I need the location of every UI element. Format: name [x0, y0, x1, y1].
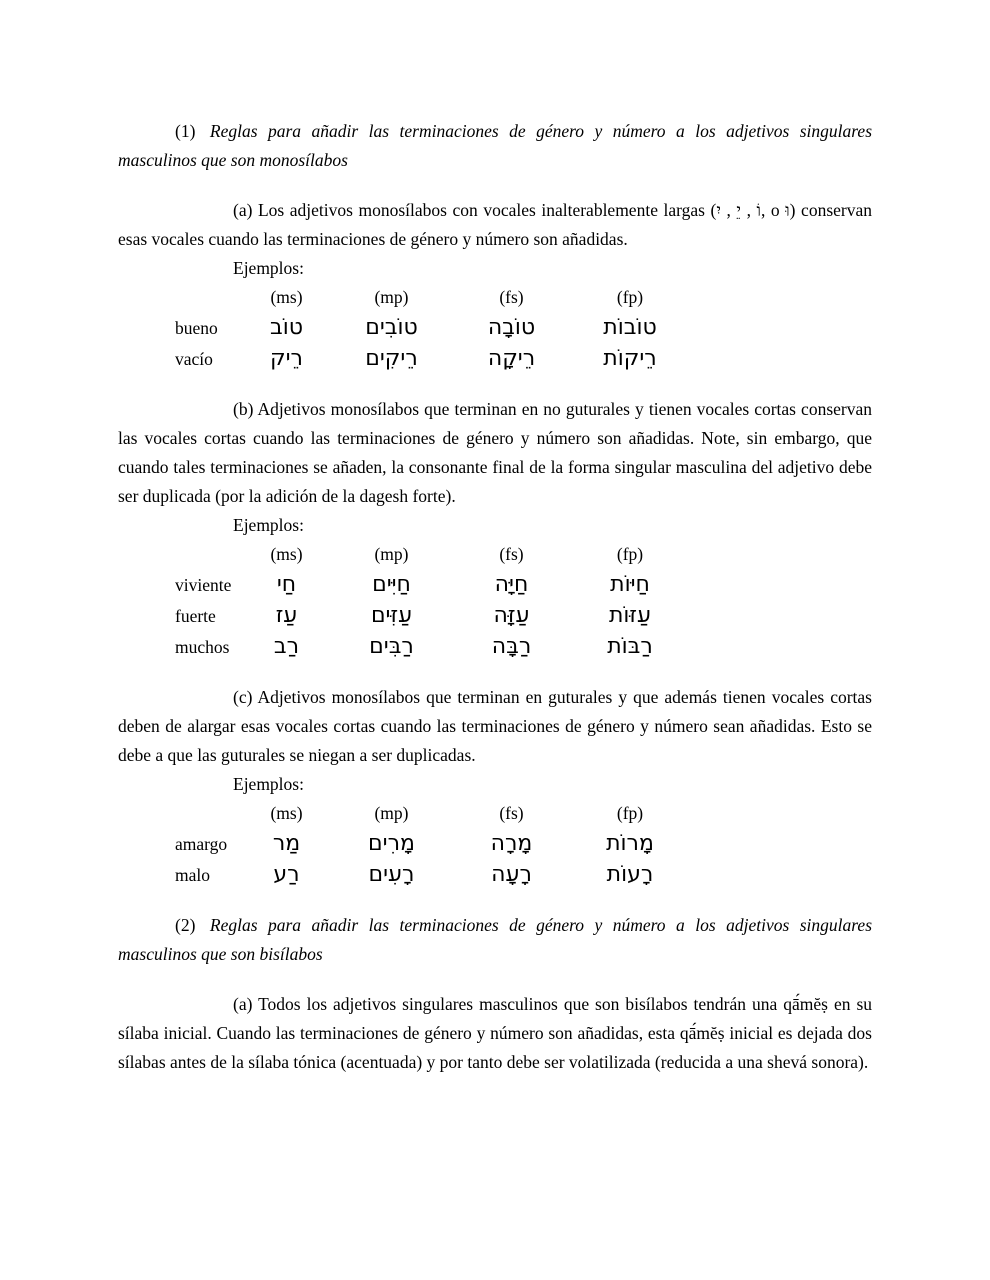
- table-row: [175, 600, 872, 631]
- row-label: viviente: [175, 575, 232, 595]
- hebrew-word-fs: רֵיקָה: [487, 346, 536, 371]
- paragraph-1a: (a) Los adjetivos monosílabos con vocales inalterablemente largas (יִ‎ , יֵ‎ , וֹ‎, o וּ‎) conservan esas vocales cuando las terminaciones de género y número son añadidas.: [118, 200, 872, 249]
- col-header-mp: (mp): [374, 803, 409, 823]
- col-header-fp: (fp): [616, 544, 644, 564]
- hebrew-word-mp: חַיִּים: [372, 572, 411, 597]
- table-row: [175, 631, 872, 662]
- examples-label-3: Ejemplos:: [233, 774, 304, 794]
- hebrew-word-fs: רָעָה: [491, 862, 532, 887]
- col-header-mp: (mp): [374, 287, 409, 307]
- table-3-header-row: [175, 799, 872, 828]
- paragraph-1b: (b) Adjetivos monosílabos que terminan en no guturales y tienen vocales cortas conservan las vocales cortas cuando las terminaciones de género y número son añadidas. Note, sin embargo, que cuando tales terminaciones se añaden, la consonante final de la forma singular masculina del adjetivo debe ser duplicada (por la adición de la dagesh forte).: [118, 399, 872, 506]
- col-header-fp: (fp): [616, 803, 644, 823]
- col-header-mp: (mp): [374, 544, 409, 564]
- hebrew-word-ms: עַז: [275, 603, 298, 628]
- table-1-header-row: [175, 283, 872, 312]
- hebrew-word-mp: מָרִים: [368, 831, 415, 856]
- paragraph-2a: (a) Todos los adjetivos singulares masculinos que son bisílabos tendrán una qā́mĕṣ en su sílaba inicial. Cuando las terminaciones de género y número son añadidas, esta qā́mĕṣ inicial es dejada dos sílabas antes de la sílaba tónica (acentuada) y por tanto debe ser volatilizada (reducida a una shevá sonora).: [118, 994, 872, 1072]
- table-row: [175, 828, 872, 859]
- adjective-table-3: [175, 799, 872, 890]
- adjective-table-2: [175, 540, 872, 662]
- hebrew-word-fs: מָרָה: [490, 831, 533, 856]
- col-header-fs: (fs): [499, 544, 524, 564]
- col-header-fs: (fs): [499, 803, 524, 823]
- hebrew-word-ms: רַע: [273, 862, 300, 887]
- section-1-number: (1): [175, 121, 196, 141]
- hebrew-word-fp: רַבּוֹת: [607, 634, 653, 659]
- hebrew-word-mp: רֵיקִים: [365, 346, 418, 371]
- row-label: fuerte: [175, 606, 216, 626]
- hebrew-word-mp: טוֹבִים: [365, 315, 418, 340]
- hebrew-word-fp: טוֹבוֹת: [603, 315, 657, 340]
- hebrew-word-ms: טוֹב: [270, 315, 303, 340]
- row-label: muchos: [175, 637, 230, 657]
- col-header-fp: (fp): [616, 287, 644, 307]
- col-header-ms: (ms): [270, 287, 303, 307]
- hebrew-word-ms: רַב: [273, 634, 300, 659]
- hebrew-word-ms: רֵיק: [270, 346, 303, 371]
- hebrew-word-fp: רָעוֹת: [606, 862, 654, 887]
- section-2-title: Reglas para añadir las terminaciones de género y número a los adjetivos singulares masculinos que son bisílabos: [118, 915, 873, 964]
- section-2-heading: [118, 911, 872, 969]
- hebrew-word-fp: עַזּוֹת: [608, 603, 652, 628]
- hebrew-word-mp: רָעִים: [368, 862, 415, 887]
- hebrew-word-fs: רַבָּה: [491, 634, 532, 659]
- hebrew-word-mp: עַזִּים: [370, 603, 413, 628]
- adjective-table-1: [175, 283, 872, 374]
- hebrew-word-fp: מָרוֹת: [606, 831, 654, 856]
- section-2-number: (2): [175, 915, 196, 935]
- hebrew-word-fs: עַזָּה: [493, 603, 530, 628]
- table-row: [175, 569, 872, 600]
- row-label: bueno: [175, 318, 218, 338]
- section-1-heading: [118, 117, 872, 175]
- table-row: [175, 312, 872, 343]
- section-1-title: Reglas para añadir las terminaciones de género y número a los adjetivos singulares masculinos que son monosílabos: [118, 121, 873, 170]
- examples-label-1: Ejemplos:: [233, 258, 304, 278]
- col-header-ms: (ms): [270, 544, 303, 564]
- hebrew-word-fp: חַיּוֹת: [610, 572, 650, 597]
- hebrew-word-fs: חַיָּה: [494, 572, 529, 597]
- hebrew-word-ms: חַי: [276, 572, 297, 597]
- col-header-fs: (fs): [499, 287, 524, 307]
- hebrew-word-fs: טוֹבָה: [487, 315, 536, 340]
- table-row: [175, 859, 872, 890]
- examples-label-2: Ejemplos:: [233, 515, 304, 535]
- row-label: malo: [175, 865, 210, 885]
- hebrew-word-fp: רֵיקוֹת: [603, 346, 657, 371]
- hebrew-word-mp: רַבִּים: [369, 634, 414, 659]
- row-label: amargo: [175, 834, 228, 854]
- table-row: [175, 343, 872, 374]
- paragraph-1c: (c) Adjetivos monosílabos que terminan en guturales y que además tienen vocales cortas deben de alargar esas vocales cortas cuando las terminaciones de género y número sean añadidas. Esto se debe a que las guturales se niegan a ser duplicadas.: [118, 687, 872, 765]
- table-2-header-row: [175, 540, 872, 569]
- hebrew-word-ms: מַר: [272, 831, 301, 856]
- col-header-ms: (ms): [270, 803, 303, 823]
- row-label: vacío: [175, 349, 213, 369]
